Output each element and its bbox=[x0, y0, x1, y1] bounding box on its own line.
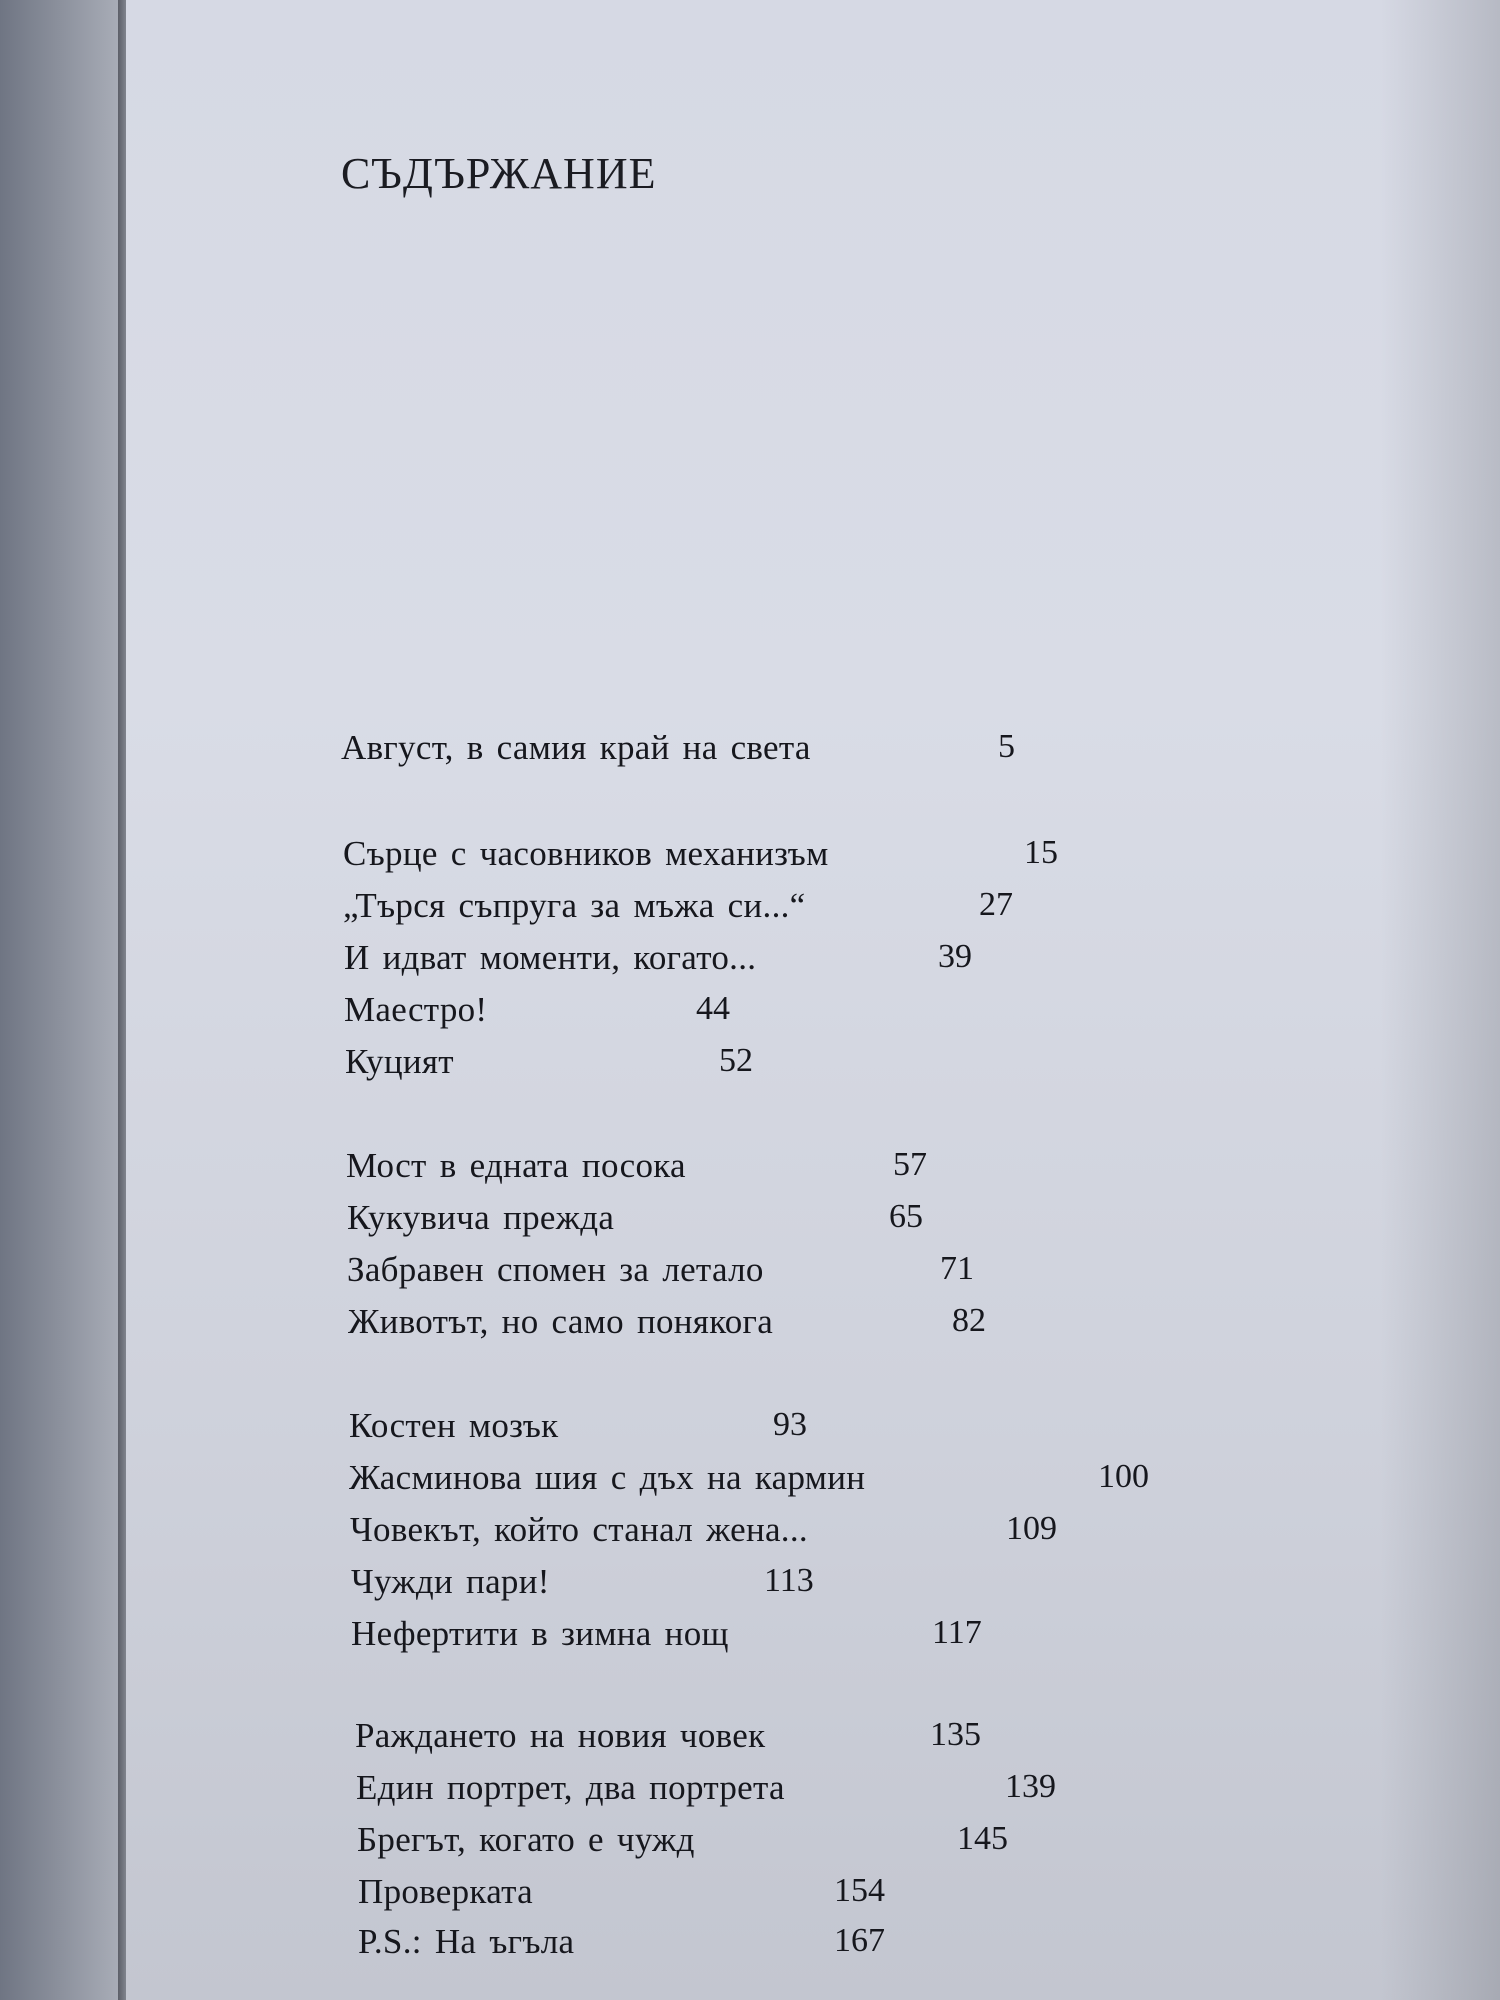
toc-entry-title: Брегът, когато е чужд bbox=[357, 1820, 695, 1859]
toc-entry-page: 109 bbox=[1006, 1510, 1057, 1547]
page-shade bbox=[1380, 0, 1500, 2000]
toc-entry-title: Мост в едната посока bbox=[346, 1146, 686, 1185]
toc-entry-page: 135 bbox=[930, 1716, 981, 1753]
toc-entry-page: 117 bbox=[932, 1614, 982, 1651]
toc-entry-title: Забравен спомен за летало bbox=[347, 1250, 764, 1289]
toc-entry-title: Чужди пари! bbox=[351, 1562, 550, 1601]
book-page bbox=[126, 0, 1500, 2000]
toc-entry-title: Костен мозък bbox=[349, 1406, 559, 1445]
toc-entry-page: 5 bbox=[998, 728, 1015, 765]
toc-entry-page: 27 bbox=[979, 886, 1013, 923]
toc-entry-page: 15 bbox=[1024, 834, 1058, 871]
toc-entry-title: И идват моменти, когато... bbox=[344, 938, 757, 977]
toc-entry-title: Сърце с часовников механизъм bbox=[343, 834, 829, 873]
toc-entry-page: 71 bbox=[940, 1250, 974, 1287]
toc-entry-page: 154 bbox=[834, 1872, 885, 1909]
toc-entry-page: 57 bbox=[893, 1146, 927, 1183]
toc-entry-title: Раждането на новия човек bbox=[355, 1716, 766, 1755]
toc-entry-page: 145 bbox=[957, 1820, 1008, 1857]
toc-entry-page: 39 bbox=[938, 938, 972, 975]
toc-entry-title: Жасминова шия с дъх на кармин bbox=[349, 1458, 866, 1497]
toc-entry-page: 93 bbox=[773, 1406, 807, 1443]
toc-entry-title: Проверката bbox=[358, 1872, 533, 1911]
toc-entry-page: 82 bbox=[952, 1302, 986, 1339]
toc-entry-page: 100 bbox=[1098, 1458, 1149, 1495]
page-title: СЪДЪРЖАНИЕ bbox=[341, 149, 657, 198]
toc-entry-page: 52 bbox=[719, 1042, 753, 1079]
toc-entry-title: Нефертити в зимна нощ bbox=[351, 1614, 729, 1653]
toc-entry-title: „Търся съпруга за мъжа си...“ bbox=[343, 886, 806, 925]
toc-entry-title: Маестро! bbox=[344, 990, 488, 1029]
adjacent-page-edge bbox=[0, 0, 130, 2000]
toc-entry-title: Един портрет, два портрета bbox=[356, 1768, 785, 1807]
toc-entry-title: Животът, но само понякога bbox=[348, 1302, 774, 1341]
toc-entry-title: Кукувича прежда bbox=[347, 1198, 615, 1237]
toc-entry-title: Август, в самия край на света bbox=[341, 728, 811, 767]
toc-entry-title: Куцият bbox=[345, 1042, 454, 1081]
toc-entry-page: 113 bbox=[764, 1562, 814, 1599]
toc-entry-title: Човекът, който станал жена... bbox=[350, 1510, 808, 1549]
toc-entry-title: P.S.: На ъгъла bbox=[358, 1922, 575, 1961]
toc-entry-page: 139 bbox=[1005, 1768, 1056, 1805]
toc-entry-page: 167 bbox=[834, 1922, 885, 1959]
toc-entry-page: 65 bbox=[889, 1198, 923, 1235]
toc-entry-page: 44 bbox=[696, 990, 730, 1027]
